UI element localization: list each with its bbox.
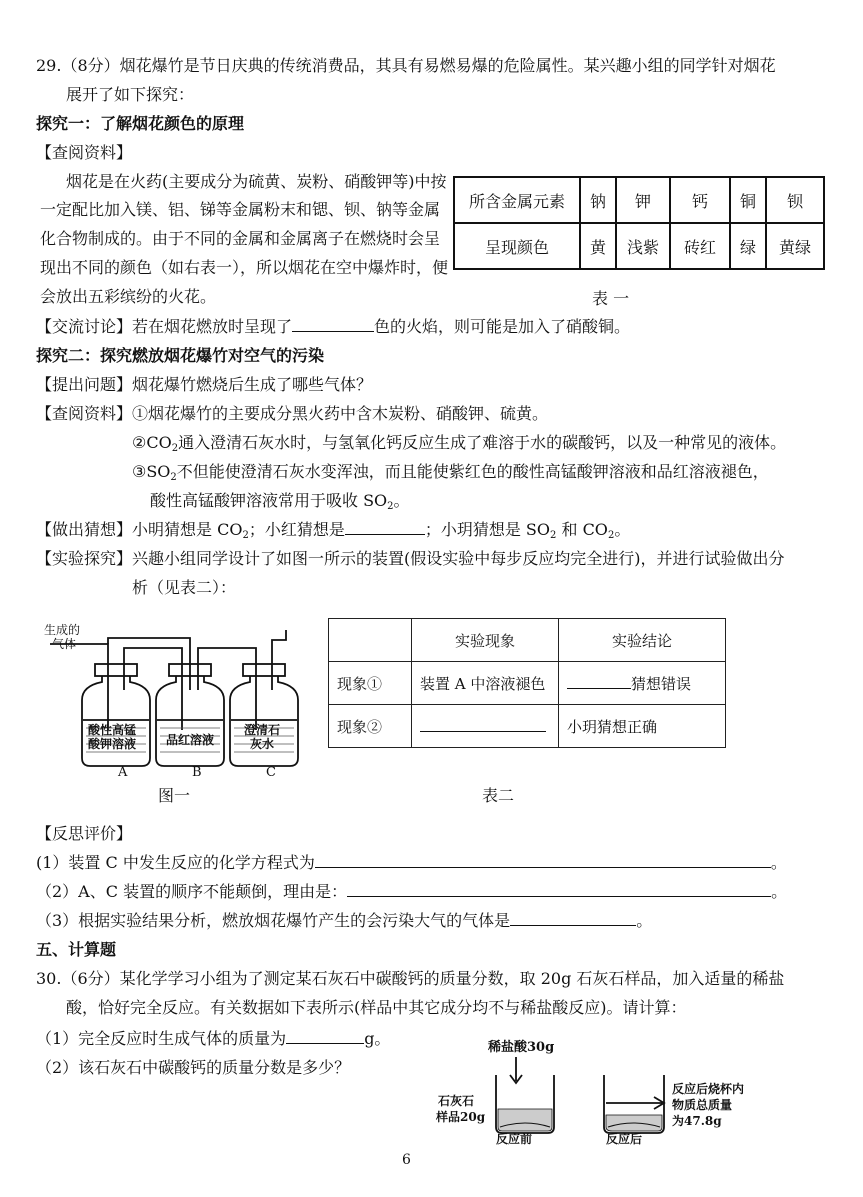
discussion-text: 色的火焰，则可能是加入了硝酸铜。 — [374, 317, 631, 336]
apparatus-diagram — [40, 620, 340, 810]
para-line: 会放出五彩缤纷的火花。 — [40, 287, 217, 306]
table-cell: 绿 — [730, 223, 766, 269]
table-cell: 实验结论 — [559, 619, 726, 662]
text: ②CO — [132, 433, 172, 452]
table-cell — [412, 705, 559, 748]
answer-blank[interactable] — [286, 1029, 364, 1044]
text: （1）完全反应时生成气体的质量为 — [36, 1029, 287, 1048]
q30-sub-1 — [36, 1029, 390, 1048]
subscript: 2 — [242, 530, 249, 541]
q30-line-cont: 酸，恰好完全反应。有关数据如下表所示(样品中其它成分均不与稀盐酸反应)。请计算： — [66, 998, 687, 1017]
question-line: 【提出问题】烟花爆竹燃烧后生成了哪些气体？ — [36, 375, 373, 394]
table-cell — [559, 662, 726, 705]
guess-line — [36, 520, 630, 542]
text: 。 — [636, 911, 653, 930]
label-a: A — [118, 765, 128, 780]
text: 【做出猜想】小明猜想是 CO — [36, 520, 243, 539]
table-cell: 装置 A 中溶液褪色 — [412, 662, 559, 705]
figure1-caption: 图一 — [158, 786, 191, 805]
after-label: 反应后 — [606, 1132, 643, 1146]
text: 。 — [770, 853, 787, 872]
table2-caption: 表二 — [482, 786, 515, 805]
subscript: 2 — [607, 530, 615, 541]
section-title-1: 探究一：了解烟花颜色的原理 — [36, 114, 245, 133]
answer-blank[interactable] — [420, 717, 546, 732]
answer-blank[interactable] — [345, 520, 425, 535]
table-cell: 钡 — [766, 177, 824, 223]
subscript: 2 — [170, 472, 177, 483]
text: 酸性高锰酸钾溶液常用于吸收 SO — [150, 491, 388, 510]
section-title-2: 探究二：探究燃放烟花爆竹对空气的污染 — [36, 346, 325, 365]
reflect-item-1 — [36, 853, 787, 872]
reflect-item-2 — [36, 882, 787, 901]
before-label: 反应前 — [496, 1132, 533, 1146]
experiment-line-cont: 析（见表二）： — [132, 578, 237, 597]
tube-a-b — [124, 648, 182, 730]
label-b: B — [192, 765, 202, 780]
discussion-text: 【交流讨论】若在烟花燃放时呈现了 — [36, 317, 293, 336]
reflect-item-3 — [36, 911, 652, 930]
q30-sub-2: （2）该石灰石中碳酸钙的质量分数是多少？ — [36, 1058, 351, 1077]
para-line: 一定配比加入镁、铝、锑等金属粉末和锶、钡、钠等金属 — [40, 200, 441, 219]
experiment-line: 【实验探究】兴趣小组同学设计了如图一所示的装置(假设实验中每步反应均完全进行)，并进行试验做出分 — [36, 549, 785, 568]
text: 不但能使澄清石灰水变浑浊，而且能使紫红色的酸性高锰酸钾溶液和品红溶液褪色， — [176, 462, 769, 481]
result-label: 反应后烧杯内 — [672, 1082, 745, 1096]
text: 和 CO — [556, 520, 608, 539]
reflect-label: 【反思评价】 — [36, 824, 133, 843]
consult-item-3-cont — [150, 491, 410, 513]
table-cell: 钾 — [616, 177, 670, 223]
consult-item-2 — [132, 433, 786, 455]
subscript: 2 — [387, 501, 394, 512]
table-cell: 黄绿 — [766, 223, 824, 269]
subscript: 2 — [171, 443, 179, 454]
answer-blank[interactable] — [315, 853, 771, 868]
stopper-c — [243, 664, 285, 676]
text: （3）根据实验结果分析，燃放烟花爆竹产生的会污染大气的气体是 — [36, 911, 511, 930]
text: ；小红猜想是 — [248, 520, 345, 539]
consult-label: 【查阅资料】 — [36, 143, 133, 162]
sample-label: 石灰石 — [438, 1094, 475, 1108]
para-line: 化合物制成的。由于不同的金属和金属离子在燃烧时会呈 — [40, 229, 441, 248]
bottle-c-label: 澄清石 — [244, 723, 281, 737]
table-cell: 黄 — [580, 223, 616, 269]
q29-header-cont: 展开了如下探究： — [66, 85, 195, 104]
para-line: 现出不同的颜色（如右表一），所以烟花在空中爆炸时，便 — [40, 258, 449, 277]
text: ③SO — [132, 462, 171, 481]
experiment-table — [328, 618, 726, 748]
sample-liquid — [498, 1109, 552, 1131]
bottle-c-label: 灰水 — [250, 737, 275, 751]
text: (1）装置 C 中发生反应的化学方程式为 — [36, 853, 315, 872]
text: 。 — [771, 882, 788, 901]
table-cell: 浅紫 — [616, 223, 670, 269]
table-cell — [329, 619, 412, 662]
table-cell: 现象② — [329, 705, 412, 748]
tube-b-c — [198, 648, 256, 730]
text: 通入澄清石灰水时，与氢氧化钙反应生成了难溶于水的碳酸钙，以及一种常见的液体。 — [178, 433, 787, 452]
text: （2）A、C 装置的顺序不能颠倒，理由是： — [36, 882, 348, 901]
table-cell: 实验现象 — [412, 619, 559, 662]
bottle-a-label: 酸性高锰 — [88, 723, 137, 737]
consult-item-3 — [132, 462, 769, 484]
metal-color-table — [453, 176, 825, 270]
consult-label-2: 【查阅资料】 — [36, 404, 133, 423]
q29-header: 29.（8分）烟花爆竹是节日庆典的传统消费品，其具有易燃易爆的危险属性。某兴趣小组的同学针对烟花 — [36, 56, 776, 75]
table-cell: 钙 — [670, 177, 730, 223]
result-label: 物质总质量 — [672, 1098, 733, 1112]
table-cell: 现象① — [329, 662, 412, 705]
text: ；小玥猜想是 SO — [424, 520, 551, 539]
text: 。 — [614, 520, 631, 539]
table-cell: 小玥猜想正确 — [559, 705, 726, 748]
acid-label: 稀盐酸30g — [488, 1040, 555, 1055]
table-cell: 砖红 — [670, 223, 730, 269]
table-cell: 铜 — [730, 177, 766, 223]
table1-caption: 表 一 — [592, 289, 630, 308]
stopper-a — [95, 664, 137, 676]
outlet-tube — [272, 630, 286, 690]
answer-blank[interactable] — [567, 674, 631, 689]
table-cell: 钠 — [580, 177, 616, 223]
consult-item-1: ①烟花爆竹的主要成分黑火药中含木炭粉、硝酸钾、硫黄。 — [132, 404, 549, 423]
table-cell: 所含金属元素 — [454, 177, 580, 223]
text: 猜想错误 — [631, 674, 692, 693]
table-cell: 呈现颜色 — [454, 223, 580, 269]
text: 。 — [393, 491, 410, 510]
beaker-diagram — [436, 1035, 796, 1145]
result-label: 为47.8g — [672, 1114, 722, 1128]
answer-blank[interactable] — [510, 911, 636, 926]
page-number: 6 — [402, 1152, 411, 1168]
bottle-a — [82, 676, 150, 766]
section-5-title: 五、计算题 — [36, 940, 117, 959]
subscript: 2 — [550, 530, 557, 541]
bottle-b-label: 品红溶液 — [166, 733, 215, 747]
answer-blank[interactable] — [347, 882, 771, 897]
label-c: C — [266, 765, 276, 780]
para-line: 烟花是在火药(主要成分为硫黄、炭粉、硝酸钾等)中按 — [66, 172, 447, 191]
discussion-line — [36, 317, 630, 336]
gas-label: 气体 — [52, 637, 77, 651]
bottle-c — [230, 676, 298, 766]
text: g。 — [364, 1029, 391, 1048]
gas-label: 生成的 — [44, 623, 81, 637]
answer-blank[interactable] — [292, 317, 374, 332]
q30-line: 30.（6分）某化学学习小组为了测定某石灰石中碳酸钙的质量分数，取 20g 石灰石样品，加入适量的稀盐 — [36, 969, 785, 988]
bottle-a-label: 酸钾溶液 — [88, 737, 137, 751]
sample-label: 样品20g — [436, 1110, 486, 1124]
